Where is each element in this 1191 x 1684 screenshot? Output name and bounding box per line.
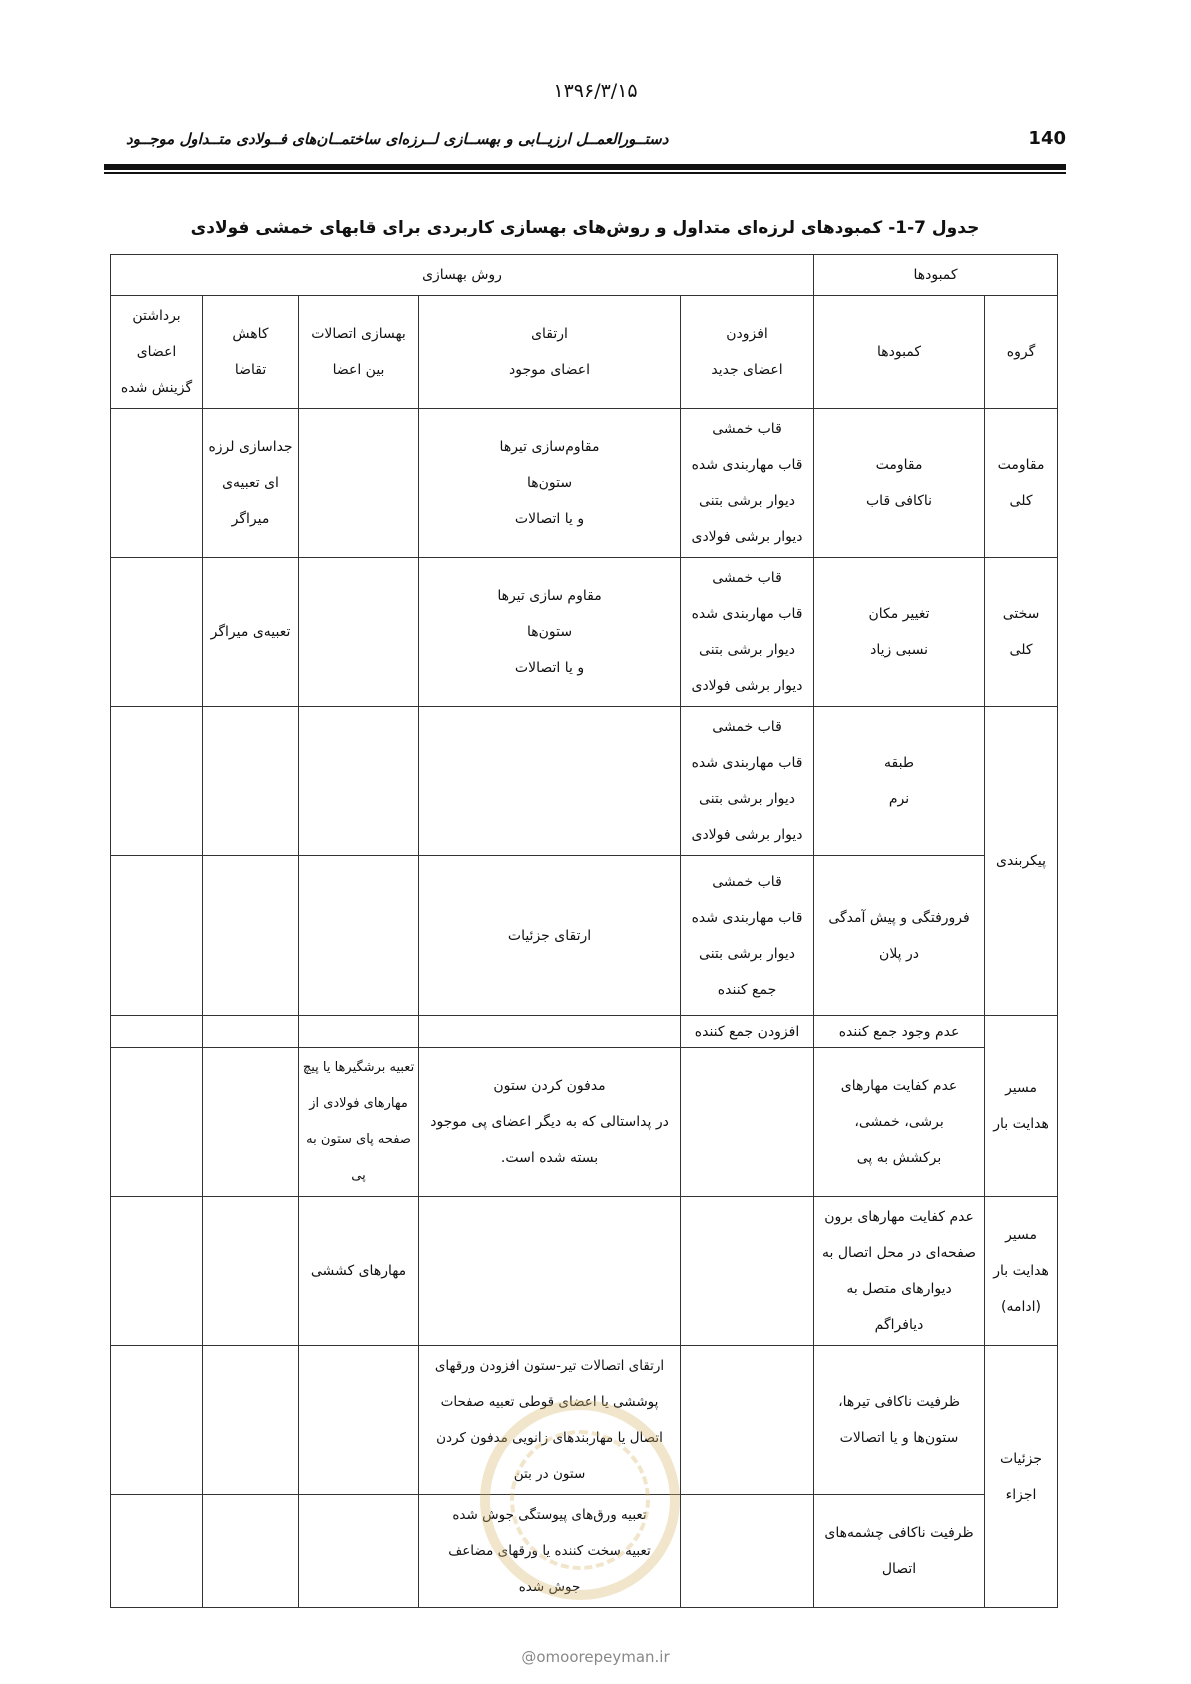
deficiency-cell: عدم کفایت مهارهای برون صفحه‌ای در محل اتصال به دیوارهای متصل به دیافراگم — [814, 1197, 985, 1346]
group-cell: سختی کلی — [985, 558, 1058, 707]
remove-cell — [111, 1048, 203, 1197]
reduce-cell: جداسازی لرزه ای تعبیه‌ی میراگر — [203, 409, 299, 558]
header-retrofit-methods: روش بهسازی — [111, 255, 814, 296]
group-cell: مسیر هدایت بار — [985, 1016, 1058, 1197]
website-watermark: @omoorepeyman.ir — [521, 1648, 670, 1666]
add-cell — [681, 1197, 814, 1346]
table-header-row-2 — [111, 296, 1058, 409]
header-group: گروه — [985, 296, 1058, 409]
upgrade-cell — [419, 1197, 681, 1346]
connections-cell — [299, 1016, 419, 1048]
remove-cell — [111, 707, 203, 856]
reduce-cell — [203, 1016, 299, 1048]
add-cell — [681, 1495, 814, 1608]
group-cell: پیکربندی — [985, 707, 1058, 1016]
reduce-cell — [203, 856, 299, 1016]
connections-cell — [299, 558, 419, 707]
document-date: ۱۳۹۶/۳/۱۵ — [553, 80, 638, 102]
header-add-new-members: افزودن اعضای جدید — [681, 296, 814, 409]
reduce-cell — [203, 707, 299, 856]
reduce-cell — [203, 1346, 299, 1495]
table-row — [111, 707, 1058, 856]
add-cell — [681, 1346, 814, 1495]
group-cell: مسیر هدایت بار (ادامه) — [985, 1197, 1058, 1346]
upgrade-cell: ارتقای اتصالات تیر-ستون افزودن ورقهای پوششی یا اعضای قوطی تعبیه صفحات اتصال یا مهاربندهای زانویی مدفون کردن ستون در بتن — [419, 1346, 681, 1495]
remove-cell — [111, 558, 203, 707]
table-caption: جدول 7-1- کمبودهای لرزه‌ای متداول و روش‌های بهسازی کاربردی برای قابهای خمشی فولادی — [190, 218, 980, 238]
table-row — [111, 1016, 1058, 1048]
connections-cell — [299, 1346, 419, 1495]
deficiency-cell: ظرفیت ناکافی چشمه‌های اتصال — [814, 1495, 985, 1608]
upgrade-cell: تعبیه ورق‌های پیوستگی جوش شده تعبیه سخت کننده یا ورقهای مضاعف جوش شده — [419, 1495, 681, 1608]
header-rule-thick — [104, 164, 1066, 170]
group-cell: مقاومت کلی — [985, 409, 1058, 558]
table-row — [111, 558, 1058, 707]
header-deficiencies: کمبودها — [814, 255, 1058, 296]
deficiency-cell: تغییر مکان نسبی زیاد — [814, 558, 985, 707]
deficiency-cell: مقاومت ناکافی قاب — [814, 409, 985, 558]
watermark-stamp-inner — [510, 1430, 650, 1570]
deficiency-cell: ظرفیت ناکافی تیرها، ستون‌ها و یا اتصالات — [814, 1346, 985, 1495]
page-header — [104, 128, 1066, 152]
connections-cell: مهارهای کششی — [299, 1197, 419, 1346]
connections-cell — [299, 856, 419, 1016]
table-row — [111, 856, 1058, 1016]
remove-cell — [111, 1495, 203, 1608]
connections-cell: تعبیه برشگیرها یا پیچ مهارهای فولادی از صفحه پای ستون به پی — [299, 1048, 419, 1197]
deficiency-cell: طبقه نرم — [814, 707, 985, 856]
remove-cell — [111, 1016, 203, 1048]
add-cell: افزودن جمع کننده — [681, 1016, 814, 1048]
remove-cell — [111, 1346, 203, 1495]
header-rule-thin — [104, 172, 1066, 174]
table-row — [111, 1048, 1058, 1197]
add-cell: قاب خمشی قاب مهاربندی شده دیوار برشی بتنی دیوار برشی فولادی — [681, 707, 814, 856]
connections-cell — [299, 409, 419, 558]
connections-cell — [299, 707, 419, 856]
reduce-cell — [203, 1048, 299, 1197]
group-cell: جزئیات اجزاء — [985, 1346, 1058, 1608]
deficiency-cell: عدم وجود جمع کننده — [814, 1016, 985, 1048]
remove-cell — [111, 1197, 203, 1346]
upgrade-cell — [419, 707, 681, 856]
remove-cell — [111, 409, 203, 558]
connections-cell — [299, 1495, 419, 1608]
add-cell: قاب خمشی قاب مهاربندی شده دیوار برشی بتنی دیوار برشی فولادی — [681, 558, 814, 707]
upgrade-cell: ارتقای جزئیات — [419, 856, 681, 1016]
deficiency-cell: عدم کفایت مهارهای برشی، خمشی، برکشش به پی — [814, 1048, 985, 1197]
table-row — [111, 1197, 1058, 1346]
header-remove-members: برداشتن اعضای گزینش شده — [111, 296, 203, 409]
reduce-cell — [203, 1197, 299, 1346]
upgrade-cell: مقاوم سازی تیرها ستون‌ها و یا اتصالات — [419, 558, 681, 707]
add-cell: قاب خمشی قاب مهاربندی شده دیوار برشی بتنی دیوار برشی فولادی — [681, 409, 814, 558]
remove-cell — [111, 856, 203, 1016]
header-deficiency: کمبودها — [814, 296, 985, 409]
header-connection-upgrade: بهسازی اتصالات بین اعضا — [299, 296, 419, 409]
add-cell — [681, 1048, 814, 1197]
deficiency-cell: فرورفتگی و پیش آمدگی در پلان — [814, 856, 985, 1016]
upgrade-cell: مقاوم‌سازی تیرها ستون‌ها و یا اتصالات — [419, 409, 681, 558]
header-upgrade-existing: ارتقای اعضای موجود — [419, 296, 681, 409]
page-number: 140 — [1028, 128, 1066, 149]
upgrade-cell: مدفون کردن ستون در پداستالی که به دیگر اعضای پی موجود بسته شده است. — [419, 1048, 681, 1197]
table-row — [111, 409, 1058, 558]
reduce-cell — [203, 1495, 299, 1608]
upgrade-cell — [419, 1016, 681, 1048]
table-header-row-1 — [111, 255, 1058, 296]
running-title: دستــورالعمــل ارزیــابی و بهســازی لــرزه‌ای ساختمــان‌های فــولادی متــداول موجــود — [126, 130, 669, 148]
reduce-cell: تعبیه‌ی میراگر — [203, 558, 299, 707]
add-cell: قاب خمشی قاب مهاربندی شده دیوار برشی بتنی جمع کننده — [681, 856, 814, 1016]
header-reduce-demand: کاهش تقاضا — [203, 296, 299, 409]
